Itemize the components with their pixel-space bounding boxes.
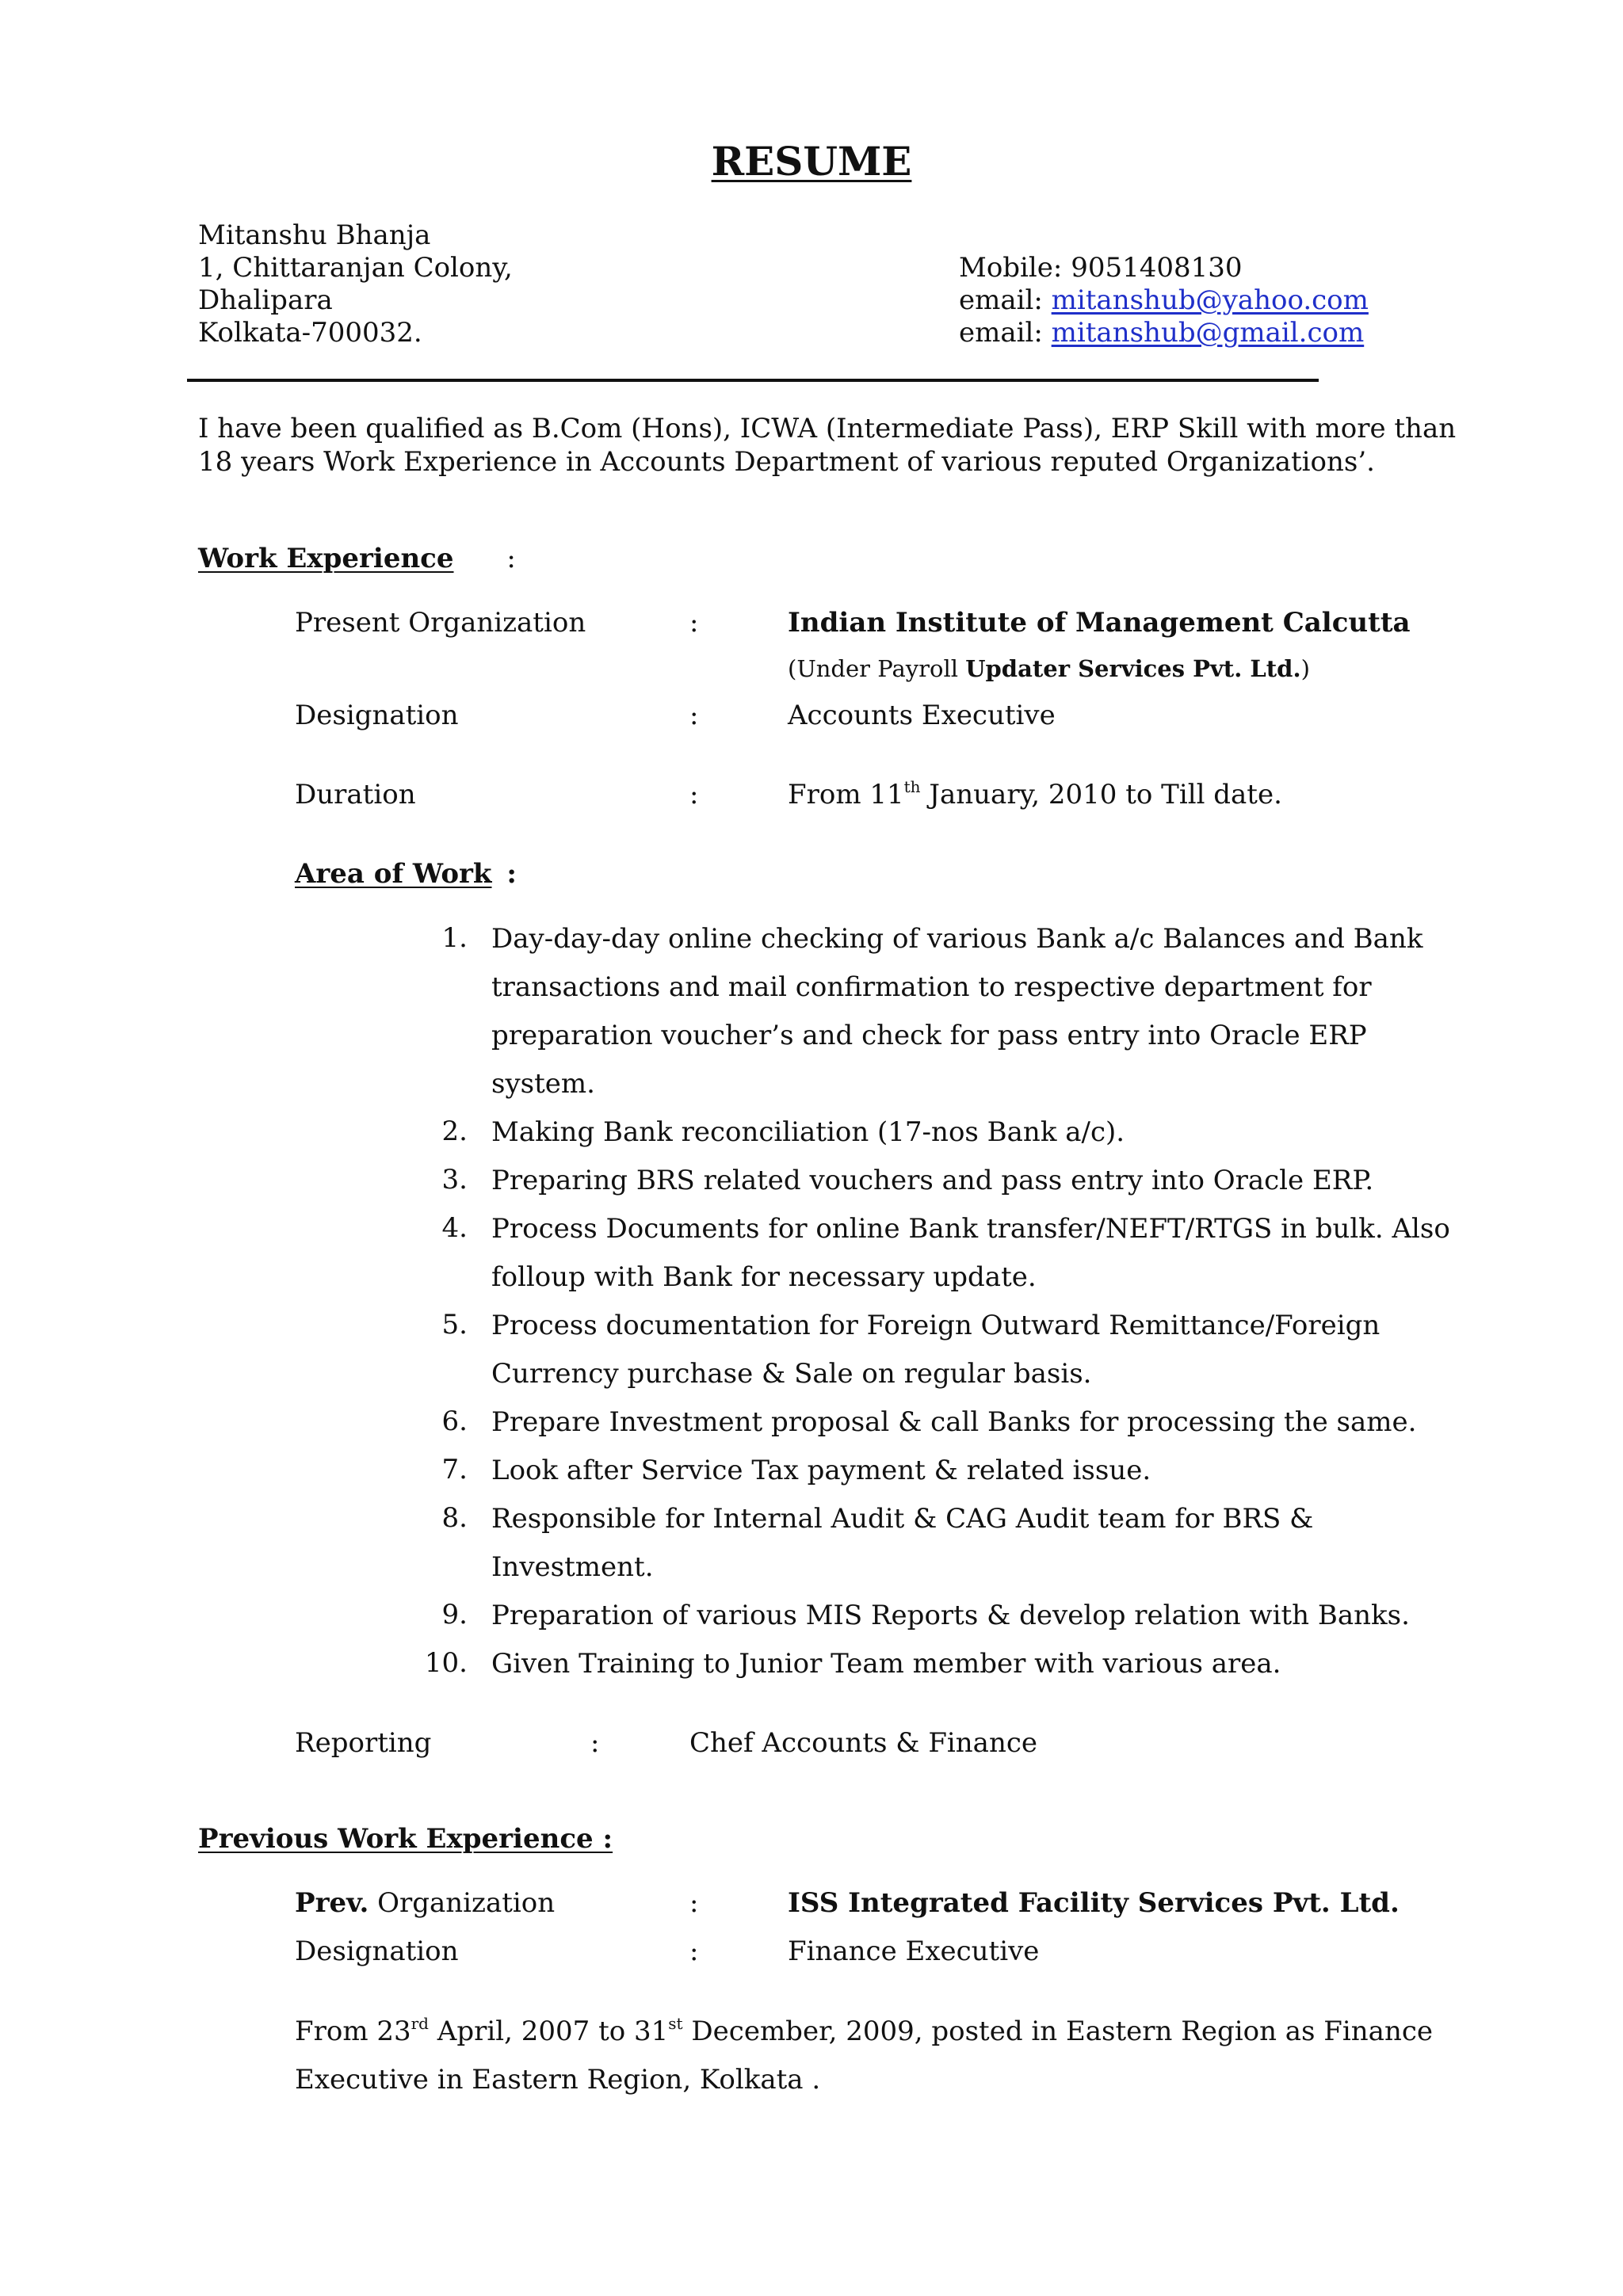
address-line-1: 1, Chittaranjan Colony, (198, 252, 513, 284)
prev-designation-label: Designation (295, 1936, 459, 1967)
duration-prefix: From 11 (788, 779, 904, 810)
email-label: email: (959, 284, 1043, 316)
duration-suffix: January, 2010 to Till date. (920, 779, 1282, 810)
mobile-number: 9051408130 (1071, 252, 1243, 284)
field-colon: : (689, 1936, 699, 1967)
list-text: Responsible for Internal Audit & CAG Audit team for BRS & Investment. (491, 1503, 1314, 1583)
work-experience-title: Work Experience (198, 543, 454, 574)
list-number: 3. (441, 1164, 468, 1196)
present-org-value: Indian Institute of Management Calcutta (788, 607, 1411, 639)
list-text: Preparation of various MIS Reports & develop relation with Banks. (491, 1600, 1410, 1631)
email-link-gmail[interactable]: mitanshub@gmail.com (1051, 317, 1365, 349)
mobile-line (959, 252, 1243, 284)
list-text: Prepare Investment proposal & call Banks for processing the same. (491, 1406, 1417, 1438)
reporting-value: Chef Accounts & Finance (689, 1727, 1038, 1759)
list-text: Day-day-day online checking of various Bank a/c Balances and Bank transactions and mail confirmation to respective department for preparation voucher’s and check for pass entry into Oracle ERP system. (491, 923, 1423, 1100)
prev-org-value: ISS Integrated Facility Services Pvt. Ltd. (788, 1887, 1400, 1919)
prev-org-label-rest: Organization (369, 1887, 556, 1919)
area-colon: : (506, 858, 517, 890)
payroll-note (788, 655, 1310, 682)
list-number: 2. (441, 1116, 468, 1147)
prev-from-suffix: December, 2009, posted in Eastern Region as Finance Executive in Eastern Region, Kolkata . (295, 2016, 1433, 2096)
area-of-work-title: Area of Work (295, 858, 492, 890)
duration-value (788, 777, 1282, 810)
previous-experience-heading: Previous Work Experience : (198, 1823, 613, 1855)
prev-designation-value: Finance Executive (788, 1936, 1040, 1967)
prev-from-sup-st: st (668, 2014, 683, 2033)
duration-label: Duration (295, 779, 416, 810)
list-text: Given Training to Junior Team member with various area. (491, 1648, 1281, 1680)
summary-paragraph: I have been qualified as B.Com (Hons), ICWA (Intermediate Pass), ERP Skill with more than 18 years Work Experience in Accounts Department of various reputed Organizations’. (198, 413, 1457, 478)
list-text: Process documentation for Foreign Outward Remittance/Foreign Currency purchase & Sale on regular basis. (491, 1310, 1381, 1390)
list-number: 5. (441, 1309, 468, 1341)
list-number: 4. (441, 1212, 468, 1244)
reporting-label: Reporting (295, 1727, 432, 1759)
prev-org-label-bold: Prev. (295, 1887, 369, 1919)
prev-from-sup-rd: rd (411, 2014, 429, 2033)
email-line-1 (959, 284, 1369, 316)
field-colon: : (689, 1887, 699, 1919)
designation-value: Accounts Executive (788, 700, 1056, 731)
list-text: Process Documents for online Bank transfer/NEFT/RTGS in bulk. Also folloup with Bank for necessary update. (491, 1213, 1450, 1293)
field-colon: : (689, 607, 699, 639)
work-experience-heading (198, 545, 516, 572)
duration-sup: th (903, 777, 921, 796)
prev-duration-paragraph (295, 2008, 1468, 2104)
list-text: Making Bank reconciliation (17-nos Bank a/c). (491, 1116, 1125, 1148)
list-text: Preparing BRS related vouchers and pass entry into Oracle ERP. (491, 1165, 1374, 1196)
email-line-2 (959, 317, 1365, 349)
payroll-suffix: ) (1300, 655, 1310, 682)
applicant-name: Mitanshu Bhanja (198, 219, 431, 251)
list-number: 6. (441, 1405, 468, 1437)
heading-colon: : (506, 543, 516, 574)
field-colon: : (689, 779, 699, 810)
mobile-label: Mobile: (959, 252, 1063, 284)
prev-org-label (295, 1887, 556, 1919)
designation-label: Designation (295, 700, 459, 731)
address-line-3: Kolkata-700032. (198, 317, 422, 349)
list-text: Look after Service Tax payment & related issue. (491, 1455, 1151, 1486)
email-label: email: (959, 317, 1043, 349)
list-number: 1. (441, 922, 468, 954)
prev-from-mid: April, 2007 to 31 (429, 2016, 669, 2047)
present-org-label: Present Organization (295, 607, 586, 639)
payroll-prefix: (Under Payroll (788, 655, 966, 682)
email-link-yahoo[interactable]: mitanshub@yahoo.com (1051, 284, 1369, 316)
list-number: 9. (441, 1599, 468, 1630)
header-divider (187, 379, 1319, 382)
field-colon: : (590, 1727, 600, 1759)
page-title: RESUME (711, 138, 912, 185)
list-number: 7. (441, 1454, 468, 1486)
address-line-2: Dhalipara (198, 284, 333, 316)
list-number: 10. (424, 1647, 468, 1679)
area-of-work-heading (295, 858, 517, 890)
prev-from-prefix: From 23 (295, 2016, 411, 2047)
list-number: 8. (441, 1502, 468, 1534)
payroll-company: Updater Services Pvt. Ltd. (965, 655, 1301, 682)
field-colon: : (689, 700, 699, 731)
